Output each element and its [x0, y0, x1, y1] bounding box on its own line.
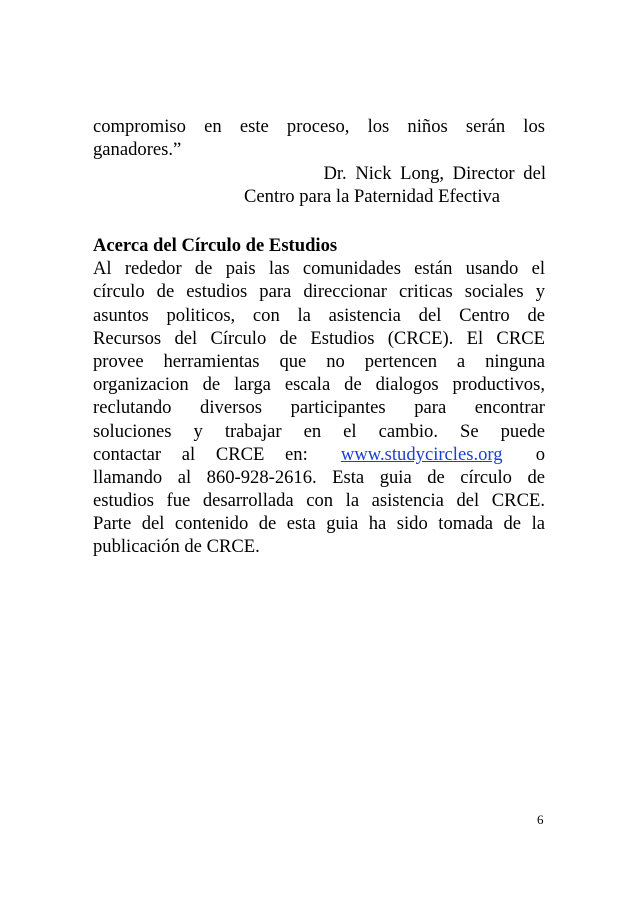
- quote-attribution-name: Dr. Nick Long, Director del: [323, 163, 546, 184]
- quote-text: [93, 115, 545, 161]
- paragraph-line-1: Al rededor de pais las comunidades están usando el: [93, 258, 545, 280]
- quote-attribution-org: Centro para la Paternidad Efectiva: [244, 186, 501, 207]
- studycircles-link[interactable]: www.studycircles.org: [340, 443, 503, 465]
- paragraph-line-5: provee herramientas que no pertencen a ninguna: [93, 350, 545, 372]
- paragraph-line-8: soluciones y trabajar en el cambio. Se puede: [93, 420, 545, 442]
- paragraph-contact-line: [93, 443, 545, 466]
- paragraph-line-12: Parte del contenido de esta guia ha sido tomada de la: [93, 513, 545, 535]
- quote-line-1: compromiso en este proceso, los niños serán los: [93, 116, 545, 137]
- paragraph-line-11: estudios fue desarrollada con la asistencia del CRCE.: [93, 490, 545, 512]
- paragraph-line-13: publicación de CRCE.: [93, 536, 260, 558]
- paragraph-line-3: asuntos politicos, con la asistencia del Centro de: [93, 304, 545, 326]
- contact-suffix: o: [535, 443, 545, 465]
- paragraph-line-4: Recursos del Círculo de Estudios (CRCE). El CRCE: [93, 327, 545, 349]
- quote-line-2: ganadores.”: [93, 139, 182, 161]
- paragraph-line-7: reclutando diversos participantes para encontrar: [93, 397, 545, 419]
- section-heading: Acerca del Círculo de Estudios: [93, 235, 338, 256]
- page-number: 6: [537, 812, 544, 827]
- paragraph-line-6: organizacion de larga escala de dialogos productivos,: [93, 374, 545, 396]
- contact-prefix: contactar al CRCE en:: [93, 443, 308, 465]
- paragraph-line-10: llamando al 860-928-2616. Esta guia de círculo de: [93, 466, 545, 488]
- about-section: [93, 234, 545, 559]
- paragraph-line-2: círculo de estudios para direccionar criticas sociales y: [93, 281, 545, 303]
